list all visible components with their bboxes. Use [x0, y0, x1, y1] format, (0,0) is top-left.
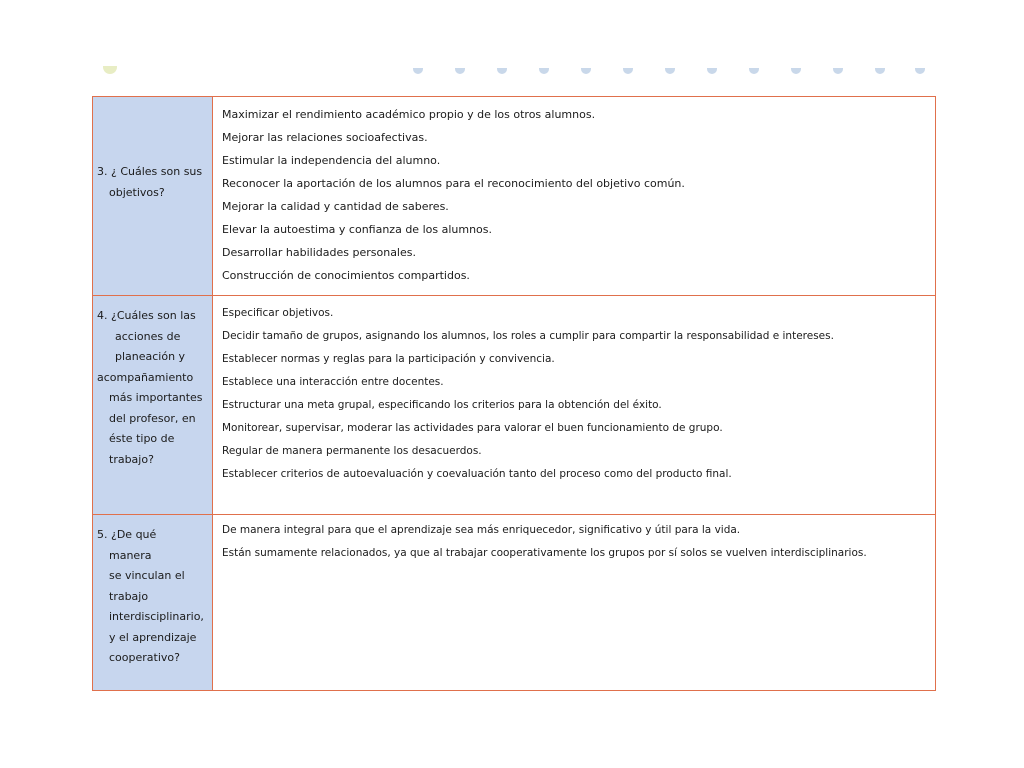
- table-row: [93, 296, 936, 515]
- question-line: manera: [109, 548, 152, 562]
- answer-line: De manera integral para que el aprendizaje sea más enriquecedor, significativo y útil para la vida.: [222, 524, 741, 536]
- question-line: interdisciplinario,: [109, 610, 204, 623]
- answer-line: Establece una interacción entre docentes.: [222, 376, 444, 388]
- decorative-dot: [455, 68, 465, 74]
- answer-line: Estimular la independencia del alumno.: [222, 154, 441, 167]
- answer-line: Elevar la autoestima y confianza de los alumnos.: [222, 223, 492, 236]
- question-line: objetivos?: [109, 185, 165, 199]
- question-line: 4. ¿Cuáles son las: [97, 309, 196, 322]
- decorative-dot: [707, 68, 717, 74]
- question-cell: [93, 515, 213, 691]
- decorative-dot-row: [413, 68, 925, 76]
- question-line: trabajo: [109, 589, 149, 603]
- table-row: [93, 97, 936, 296]
- answer-cell: [213, 515, 936, 691]
- question-line: se vinculan el: [109, 569, 185, 582]
- question-line: cooperativo?: [109, 651, 180, 664]
- answer-line: Reconocer la aportación de los alumnos para el reconocimiento del objetivo común.: [222, 177, 685, 190]
- decorative-dot: [833, 68, 843, 74]
- question-cell: [93, 296, 213, 515]
- decorative-dot: [875, 68, 885, 74]
- decorative-dot: [623, 68, 633, 74]
- answer-line: Estructurar una meta grupal, especificando los criterios para la obtención del éxito.: [222, 399, 662, 411]
- question-line: más importantes: [109, 391, 203, 404]
- decorative-dot: [791, 68, 801, 74]
- answer-line: Maximizar el rendimiento académico propio y de los otros alumnos.: [222, 108, 596, 121]
- decorative-dot: [915, 68, 925, 74]
- answer-cell: [213, 296, 936, 515]
- question-line: 5. ¿De qué: [97, 528, 157, 541]
- decorative-dot: [413, 68, 423, 74]
- answer-line: Regular de manera permanente los desacuerdos.: [222, 445, 482, 457]
- questions-table: [92, 96, 936, 691]
- decorative-dot: [581, 68, 591, 74]
- answer-line: Especificar objetivos.: [222, 307, 334, 319]
- question-line: acompañamiento: [97, 370, 194, 384]
- decorative-leaf-shape: [103, 66, 117, 74]
- answer-line: Mejorar la calidad y cantidad de saberes.: [222, 200, 449, 213]
- decorative-dot: [539, 68, 549, 74]
- question-line: y el aprendizaje: [109, 630, 197, 644]
- decorative-dot: [749, 68, 759, 74]
- answer-line: Mejorar las relaciones socioafectivas.: [222, 131, 428, 144]
- question-line: éste tipo de: [109, 432, 175, 445]
- answer-line: Desarrollar habilidades personales.: [222, 246, 416, 259]
- decorative-dot: [665, 68, 675, 74]
- question-line: acciones de: [115, 329, 181, 343]
- answer-line: Construcción de conocimientos compartidos.: [222, 269, 470, 282]
- answer-cell: [213, 97, 936, 296]
- answer-line: Decidir tamaño de grupos, asignando los alumnos, los roles a cumplir para compartir la responsabilidad e intereses.: [222, 330, 834, 342]
- question-cell: [93, 97, 213, 296]
- answer-line: Monitorear, supervisar, moderar las actividades para valorar el buen funcionamiento de grupo.: [222, 422, 723, 434]
- question-line: planeación y: [115, 350, 186, 363]
- question-line: trabajo?: [109, 452, 154, 466]
- answer-line: Están sumamente relacionados, ya que al trabajar cooperativamente los grupos por sí solos se vuelven interdisciplinarios.: [222, 547, 867, 559]
- table-row: [93, 515, 936, 691]
- decorative-dot: [497, 68, 507, 74]
- answer-line: Establecer normas y reglas para la participación y convivencia.: [222, 353, 555, 365]
- question-line: 3. ¿ Cuáles son sus: [97, 165, 203, 178]
- question-line: del profesor, en: [109, 411, 196, 425]
- answer-line: Establecer criterios de autoevaluación y coevaluación tanto del proceso como del producto final.: [222, 468, 732, 480]
